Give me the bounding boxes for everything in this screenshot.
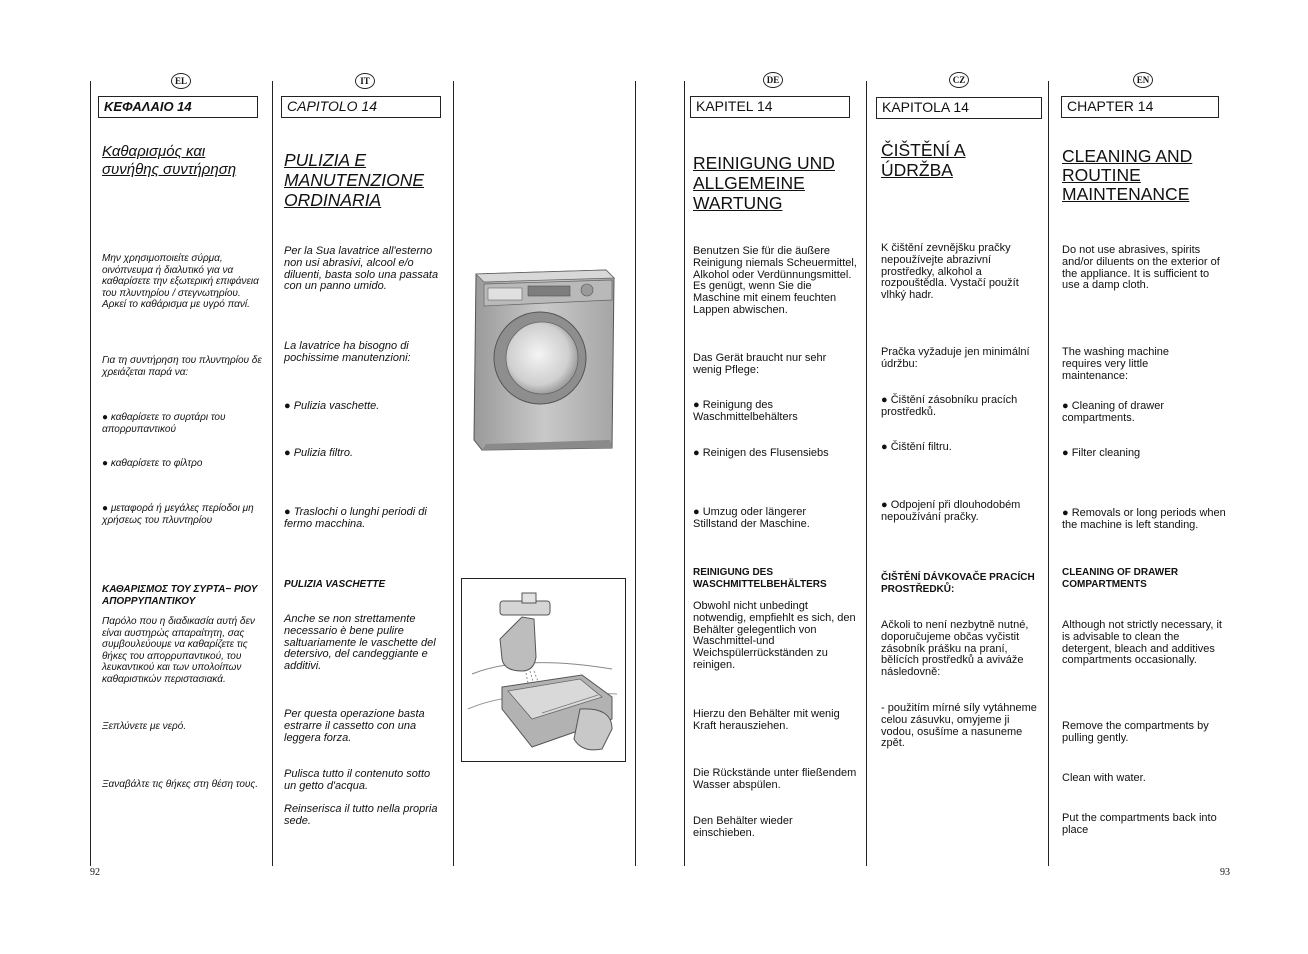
subheading-cz: ČIŠTĚNÍ DÁVKOVAČE PRACÍCH PROSTŘEDKŮ: xyxy=(881,572,1035,595)
washing-machine-illustration xyxy=(462,262,622,457)
subheading-en: CLEANING OF DRAWER COMPARTMENTS xyxy=(1062,567,1179,590)
subheading-de: REINIGUNG DES WASCHMITTELBEHÄLTERS xyxy=(693,567,827,590)
para2-de: Hierzu den Behälter mit wenig Kraft herausziehen. xyxy=(693,708,840,732)
bullet-filter-cz: ● Čištění filtru. xyxy=(881,441,952,453)
bullet-drawer-cz: ● Čištění zásobníku pracích prostředků. xyxy=(881,394,1018,418)
page-number-left: 92 xyxy=(90,867,100,878)
chapter-heading-en: CHAPTER 14 xyxy=(1061,96,1219,118)
bullet-filter-en: ● Filter cleaning xyxy=(1062,447,1141,459)
bullet-drawer-el: ● καθαρίσετε το συρτάρι του απορρυπαντικού xyxy=(102,412,226,435)
intro-text-de: Benutzen Sie für die äußere Reinigung niemals Scheuermittel, Alkohol oder Verdünnungsmittel. Es genügt, wenn Sie die Maschine mit einem feuchten Lappen abwischen. xyxy=(693,245,857,316)
bullet-removal-cz: ● Odpojení při dlouhodobém nepoužívání pračky. xyxy=(881,499,1021,523)
drawer-cleaning-illustration xyxy=(461,578,626,762)
para1-it: Anche se non strettamente necessario è bene pulire saltuariamente le vaschette del detersivo, del candeggiante e additivi. xyxy=(284,613,436,673)
chapter-heading-it: CAPITOLO 14 xyxy=(281,96,441,118)
section-title-de: REINIGUNG UND ALLGEMEINE WARTUNG xyxy=(693,153,835,213)
language-badge-de: DE xyxy=(763,72,783,88)
para4-de: Den Behälter wieder einschieben. xyxy=(693,815,793,839)
bullet-drawer-de: ● Reinigung des Waschmittelbehälters xyxy=(693,399,798,423)
para3-it: Pulisca tutto il contenuto sotto un getto d'acqua. xyxy=(284,768,431,792)
chapter-heading-de: KAPITEL 14 xyxy=(690,96,850,118)
para3-de: Die Rückstände unter fließendem Wasser abspülen. xyxy=(693,767,857,791)
divider-center xyxy=(635,81,636,866)
intro-text-en: Do not use abrasives, spirits and/or diluents on the exterior of the appliance. It is sufficient to use a damp cloth. xyxy=(1062,244,1220,292)
para1-cz: Ačkoli to není nezbytně nutné, doporučujeme občas vyčistit zásobník prášku na praní, bělících prostředků a aviváže následovně: xyxy=(881,619,1029,679)
divider-el-it xyxy=(272,81,273,866)
care-text-it: La lavatrice ha bisogno di pochissime manutenzioni: xyxy=(284,340,411,364)
subheading-it: PULIZIA VASCHETTE xyxy=(284,579,386,590)
chapter-heading-el: ΚΕΦΑΛΑΙΟ 14 xyxy=(98,96,258,118)
divider-it-image xyxy=(453,81,454,866)
para2-el: Ξεπλύνετε με νερό. xyxy=(102,721,187,732)
bullet-filter-it: ● Pulizia filtro. xyxy=(284,447,353,459)
para2-cz: - použitím mírné síly vytáhneme celou zásuvku, omyjeme ji vodou, osušíme a nasuneme zpět. xyxy=(881,702,1037,750)
bullet-drawer-it: ● Pulizia vaschette. xyxy=(284,400,380,412)
section-title-cz: ČIŠTĚNÍ A ÚDRŽBA xyxy=(881,140,966,180)
care-text-el: Για τη συντήρηση του πλυντηρίου δε χρειάζεται παρά να: xyxy=(102,355,262,378)
intro-text-el: Μην χρησιμοποιείτε σύρμα, οινόπνευμα ή διαλυτικό για να καθαρίσετε την εξωτερική επιφάνεια του πλυντηρίου / στεγνωτηρίου. Αρκεί το καθάρισμα με υγρό πανί. xyxy=(102,253,259,311)
divider-page-right xyxy=(684,81,685,866)
para4-en: Put the compartments back into place xyxy=(1062,812,1217,836)
para1-en: Although not strictly necessary, it is advisable to clean the detergent, bleach and additives compartments occasionally. xyxy=(1062,619,1222,667)
bullet-drawer-en: ● Cleaning of drawer compartments. xyxy=(1062,400,1165,424)
intro-text-it: Per la Sua lavatrice all'esterno non usi abrasivi, alcool e/o diluenti, basta solo una passata con un panno umido. xyxy=(284,245,439,293)
language-badge-en: EN xyxy=(1133,72,1153,88)
section-title-el: Καθαρισμός και συνήθης συντήρηση xyxy=(102,143,237,178)
bullet-filter-de: ● Reinigen des Flusensiebs xyxy=(693,447,829,459)
para3-el: Ξαναβάλτε τις θήκες στη θέση τους. xyxy=(102,779,259,790)
care-text-de: Das Gerät braucht nur sehr wenig Pflege: xyxy=(693,352,827,376)
chapter-heading-cz: KAPITOLA 14 xyxy=(876,97,1042,119)
para3-en: Clean with water. xyxy=(1062,772,1146,784)
bullet-removal-de: ● Umzug oder längerer Stillstand der Maschine. xyxy=(693,506,810,530)
page-number-right: 93 xyxy=(1220,867,1230,878)
divider-left-edge xyxy=(90,81,91,866)
care-text-en: The washing machine requires very little maintenance: xyxy=(1062,346,1170,382)
para1-de: Obwohl nicht unbedingt notwendig, empfiehlt es sich, den Behälter gelegentlich von Waschmittel-und Weichspülerrückständen zu reinigen. xyxy=(693,600,856,671)
divider-cz-en xyxy=(1048,81,1049,866)
para2-it: Per questa operazione basta estrarre il cassetto con una leggera forza. xyxy=(284,708,425,744)
section-title-it: PULIZIA E MANUTENZIONE ORDINARIA xyxy=(284,150,424,210)
divider-de-cz xyxy=(866,81,867,866)
bullet-removal-en: ● Removals or long periods when the machine is left standing. xyxy=(1062,507,1226,531)
bullet-filter-el: ● καθαρίσετε το φίλτρο xyxy=(102,458,203,469)
para1-el: Παρόλο που η διαδικασία αυτή δεν είναι αυστηρώς απαραίτητη, σας συμβουλεύουμε να καθαρίζετε τις θήκες του απορρυπαντικού, του λευκαντικού και των υπολοίπων καθαριστικών περιστασιακά. xyxy=(102,616,255,685)
care-text-cz: Pračka vyžaduje jen minimální údržbu: xyxy=(881,346,1030,370)
subheading-el: ΚΑΘΑΡΙΣΜΟΣ ΤΟΥ ΣΥΡΤΑ− ΡΙΟΥ ΑΠΟΡΡΥΠΑΝΤΙΚΟΥ xyxy=(102,584,258,607)
bullet-removal-el: ● μεταφορά ή μεγάλες περίοδοι μη χρήσεως του πλυντηρίου xyxy=(102,503,254,526)
language-badge-it: IT xyxy=(355,73,375,89)
intro-text-cz: K čištění zevnějšku pračky nepoužívejte abrazivní prostředky, alkohol a rozpouštědla. Vystačí použít vlhký hadr. xyxy=(881,242,1019,302)
section-title-en: CLEANING AND ROUTINE MAINTENANCE xyxy=(1062,146,1193,204)
language-badge-el: EL xyxy=(171,73,191,89)
para4-it: Reinserisca il tutto nella propria sede. xyxy=(284,803,438,827)
bullet-removal-it: ● Traslochi o lunghi periodi di fermo macchina. xyxy=(284,506,427,530)
para2-en: Remove the compartments by pulling gently. xyxy=(1062,720,1209,744)
language-badge-cz: CZ xyxy=(949,72,969,88)
